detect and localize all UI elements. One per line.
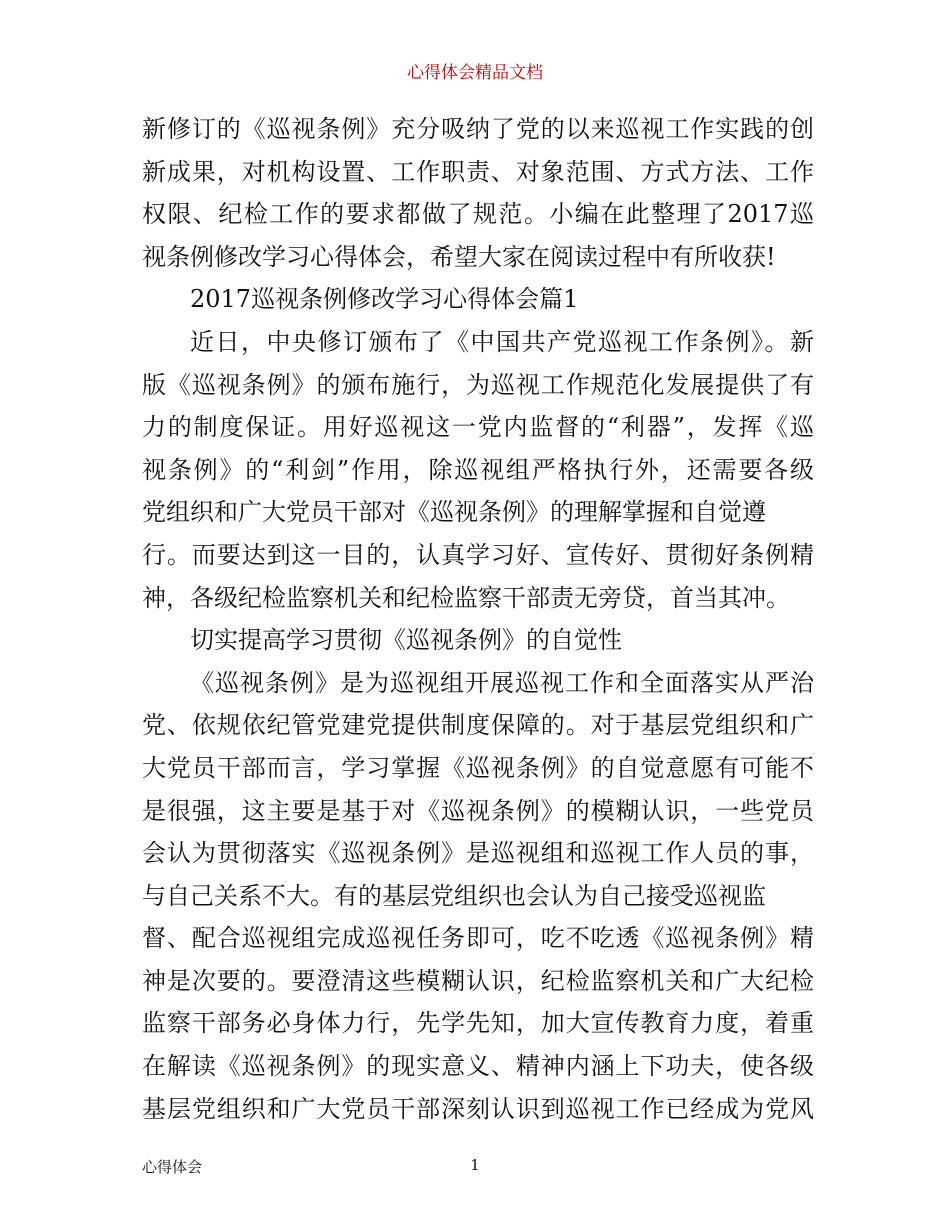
body-line: 视条例修改学习心得体会，希望大家在阅读过程中有所收获! (142, 242, 776, 271)
body-line: 基层党组织和广大党员干部深刻认识到巡视工作已经成为党风 (142, 1094, 814, 1123)
body-line: 在解读《巡视条例》的现实意义、精神内涵上下功夫，使各级 (142, 1052, 814, 1081)
body-line: 行。而要达到这一目的，认真学习好、宣传好、贯彻好条例精 (142, 540, 814, 569)
body-line: 会认为贯彻落实《巡视条例》是巡视组和巡视工作人员的事， (142, 839, 814, 868)
body-line: 大党员干部而言，学习掌握《巡视条例》的自觉意愿有可能不 (142, 753, 814, 782)
body-line: 权限、纪检工作的要求都做了规范。小编在此整理了2017巡 (142, 200, 814, 229)
body-line: 《巡视条例》是为巡视组开展巡视工作和全面落实从严治 (190, 668, 814, 697)
body-line: 神，各级纪检监察机关和纪检监察干部责无旁贷，首当其冲。 (142, 583, 790, 612)
page-header-title: 心得体会精品文档 (407, 63, 543, 83)
document-body (142, 108, 814, 1130)
body-line: 是很强，这主要是基于对《巡视条例》的模糊认识，一些党员 (142, 796, 814, 825)
body-line: 新修订的《巡视条例》充分吸纳了党的以来巡视工作实践的创 (142, 115, 814, 143)
body-line: 版《巡视条例》的颁布施行，为巡视工作规范化发展提供了有 (142, 370, 814, 399)
body-line: 神是次要的。要澄清这些模糊认识，纪检监察机关和广大纪检 (142, 966, 814, 995)
body-line: 新成果，对机构设置、工作职责、对象范围、方式方法、工作 (142, 157, 814, 186)
body-line: 党、依规依纪管党建党提供制度保障的。对于基层党组织和广 (142, 711, 814, 740)
page-number: 1 (470, 1156, 480, 1174)
body-line: 党组织和广大党员干部对《巡视条例》的理解掌握和自觉遵 (142, 498, 766, 527)
body-line: 与自己关系不大。有的基层党组织也会认为自己接受巡视监 (142, 881, 766, 910)
footer-label: 心得体会 (142, 1158, 203, 1176)
section-heading: 切实提高学习贯彻《巡视条例》的自觉性 (190, 626, 622, 655)
section-heading: 2017巡视条例修改学习心得体会篇1 (190, 285, 579, 314)
body-line: 力的制度保证。用好巡视这一党内监督的“利器”，发挥《巡 (142, 413, 814, 442)
body-line: 督、配合巡视组完成巡视任务即可，吃不吃透《巡视条例》精 (142, 924, 814, 953)
body-line: 视条例》的“利剑”作用，除巡视组严格执行外，还需要各级 (142, 455, 814, 484)
body-line: 近日，中央修订颁布了《中国共产党巡视工作条例》。新 (190, 327, 814, 356)
body-line: 监察干部务必身体力行，先学先知，加大宣传教育力度，着重 (142, 1009, 814, 1038)
